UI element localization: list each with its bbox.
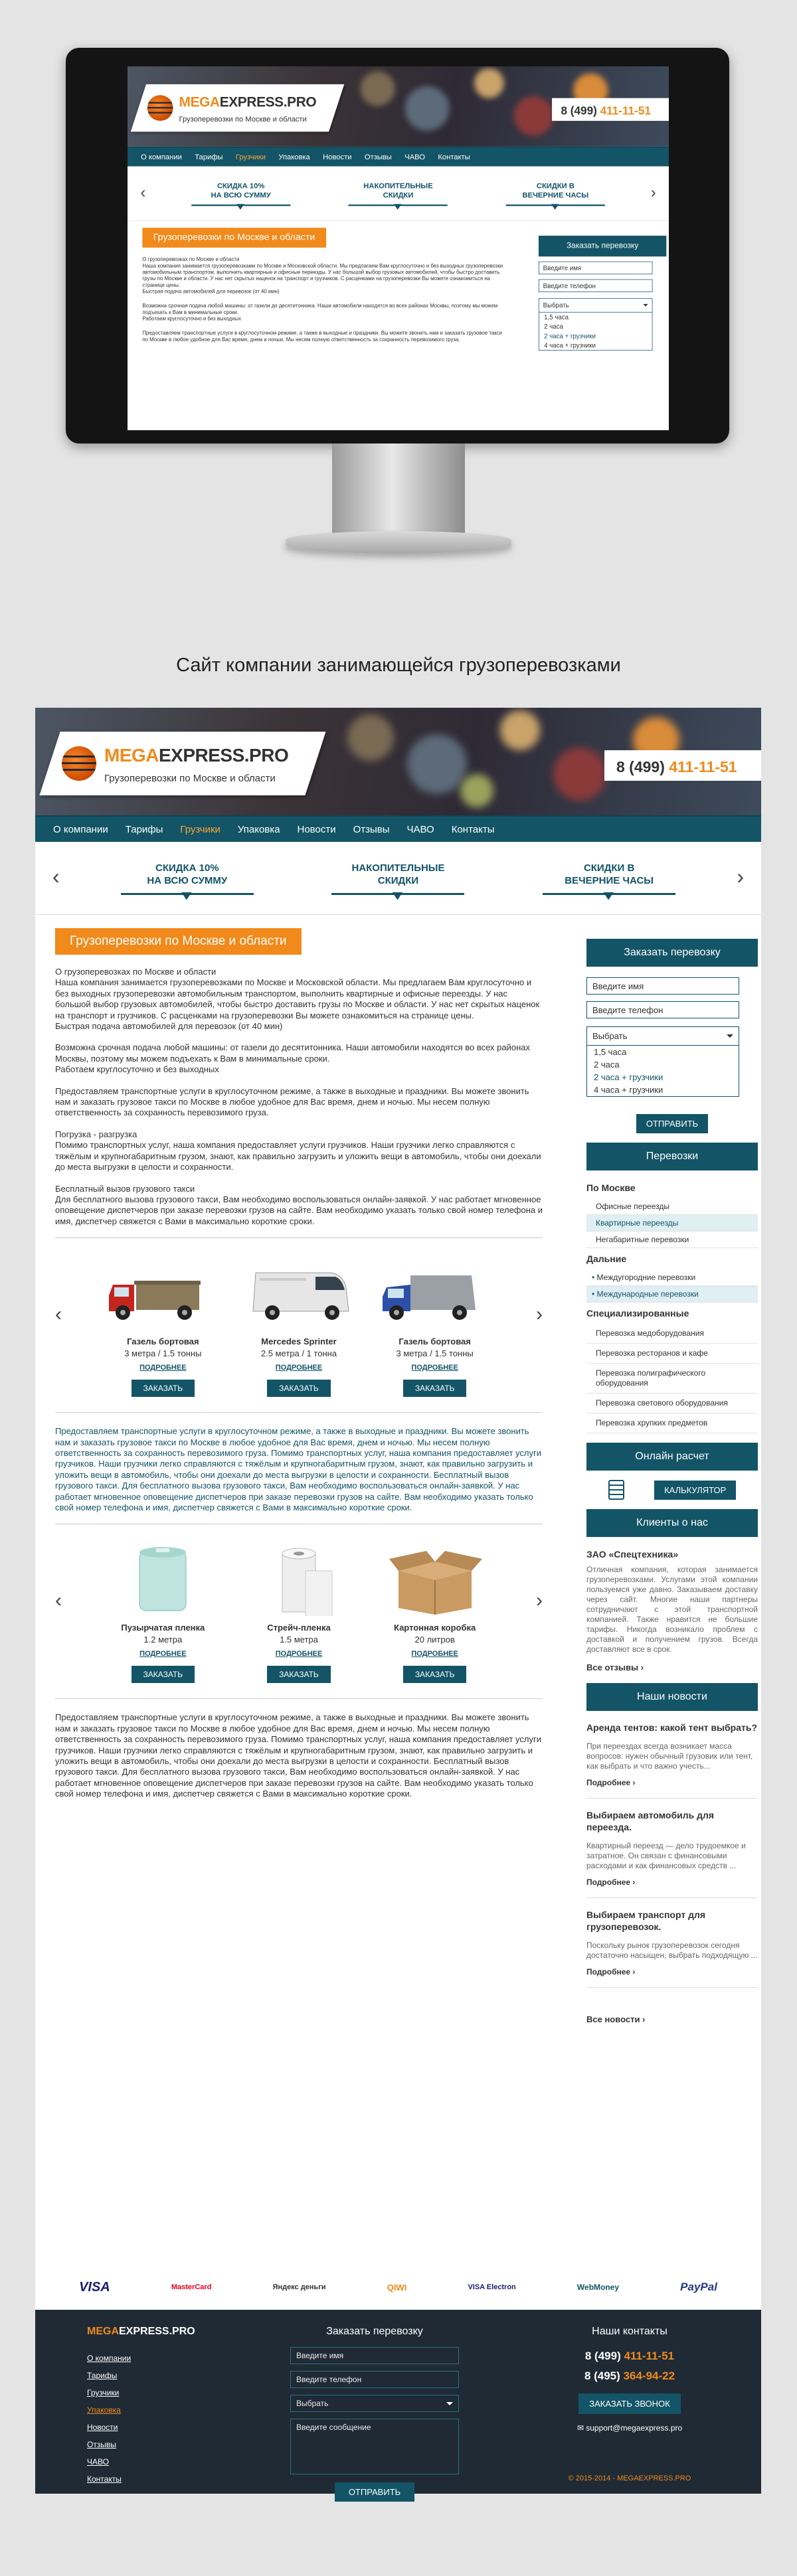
nav-item[interactable]: Тарифы — [125, 824, 163, 835]
footer-contacts — [557, 2326, 703, 2433]
truck-image — [100, 1258, 226, 1330]
select-option[interactable]: 2 часа + грузчики — [594, 1072, 664, 1082]
nav-item[interactable]: ЧАВО — [406, 824, 434, 835]
order-button[interactable]: ЗАКАЗАТЬ — [403, 1380, 467, 1397]
nav-item-active[interactable]: Грузчики — [180, 824, 221, 835]
nav-item[interactable]: Упаковка — [278, 153, 310, 162]
category-title: Дальние — [586, 1253, 627, 1264]
footer-name-input[interactable]: Введите имя — [290, 2347, 459, 2364]
category-link[interactable]: Негабаритные перевозки — [586, 1232, 758, 1248]
select-option[interactable]: 4 часа + грузчики — [594, 1085, 664, 1095]
all-news-link[interactable]: Все новости › — [586, 2014, 646, 2024]
mail-icon: ✉ — [576, 2423, 584, 2433]
phone-input[interactable]: Введите телефон — [586, 1001, 739, 1018]
calc-widget-title: Онлайн расчет — [586, 1443, 758, 1471]
truck-size: 3 метра / 1.5 тонны — [124, 1348, 202, 1359]
footer-link[interactable]: О компании — [87, 2354, 132, 2363]
page-title: Грузоперевозки по Москве и области — [142, 228, 325, 248]
news-item — [586, 1722, 758, 1799]
calculator-icon — [608, 1480, 624, 1500]
footer-phone-input[interactable]: Введите телефон — [290, 2371, 459, 2388]
select-option[interactable]: 1,5 часа — [544, 313, 569, 321]
chevron-right-icon[interactable]: › — [650, 183, 656, 201]
sidebar — [586, 939, 758, 2024]
nav-item[interactable]: Упаковка — [237, 824, 280, 835]
duration-select[interactable] — [586, 1026, 739, 1097]
order-widget-title: Заказать перевозку — [539, 236, 666, 256]
promo-slide[interactable]: НАКОПИТЕЛЬНЫЕ СКИДКИ — [349, 181, 448, 206]
text-paragraph: Предоставляем транспортные услуги в круглосуточном режиме, а также в выходные и праздники. Вы можете звонить нам и заказать грузовое такси по Москве в любое удобное для Вас время, днем и ночью. Мы несем полную ответственность за сохранность перевозимого груза. Помимо транспортных услуг, наша компания предоставляет услуги грузчиков. Наши грузчики легко справляются с тяжёлым и крупногабаритным грузом, знают, как правильно загрузить и уложить вещи в автомобиль, чтобы они доехали до места выгрузки в целости и сохранности. Бесплатный вызов грузового такси. Для бесплатного вызова грузового такси, Вам необходимо воспользоваться онлайн-заявкой. У нас работает мгновенное оповещение диспетчеров при заказе перевозки грузов на сайте. Вам необходимо указать только свой номер телефона и имя, диспетчер свяжется с Вами в максимально короткие сроки. — [55, 1426, 541, 1512]
truck-image — [236, 1258, 362, 1330]
cardboard-box-image — [372, 1544, 498, 1616]
clients-widget-title: Клиенты о нас — [586, 1509, 758, 1537]
promo-slide[interactable]: СКИДКИ В ВЕЧЕРНИЕ ЧАСЫ — [506, 181, 605, 206]
monitor-stand — [332, 443, 465, 536]
main-nav — [35, 815, 761, 842]
text-paragraph: Возможна срочная подача любой машины: от газели до десятитонника. Наши автомобили находятся во всех районах Москвы, поэтому мы можем подъехать к Вам в минимальные сроки. Работаем круглосуточно и без выходных — [142, 303, 498, 322]
logo-globe-icon — [147, 95, 173, 121]
chevron-left-icon[interactable]: ‹ — [140, 183, 146, 201]
truck-name: Mercedes Sprinter — [261, 1336, 337, 1347]
order-button[interactable]: ЗАКАЗАТЬ — [132, 1380, 195, 1397]
monitor-mockup — [66, 48, 729, 443]
category-link[interactable]: • Междугородние перевозки — [586, 1269, 758, 1286]
visa-electron-logo: VISA Electron — [468, 2283, 516, 2291]
site-preview — [128, 66, 669, 430]
news-item — [586, 1809, 758, 1898]
select-option[interactable]: 2 часа — [594, 1060, 620, 1070]
visa-logo: VISA — [79, 2279, 110, 2294]
category-link-active[interactable]: • Международные перевозки — [586, 1286, 758, 1303]
footer-contacts-title: Наши контакты — [592, 2326, 667, 2337]
news-excerpt: Квартирный переезд — дело трудоемкое и затратное. Он связан с финансовыми расходами и как финансовых средств ... — [586, 1841, 746, 1870]
footer-order-form — [290, 2326, 459, 2502]
tagline: Грузоперевозки по Москве и области — [179, 115, 307, 123]
transport-widget-title: Перевозки — [586, 1143, 758, 1170]
pack-size: 20 литров — [414, 1635, 455, 1645]
more-link[interactable]: ПОДРОБНЕЕ — [139, 1650, 187, 1658]
text-paragraph: Погрузка - разгрузка Помимо транспортных услуг, наша компания предоставляет услуги грузчиков. Наши грузчики легко справляются с тяжёлым и крупногабаритным грузом, знают, как правильно загрузить и уложить вещи в автомобиль, чтобы они доехали до места выгрузки в целости и сохранности. — [55, 1129, 541, 1172]
qiwi-logo: QIWI — [387, 2282, 407, 2293]
category-link[interactable]: Офисные переезды — [586, 1198, 758, 1215]
packaging-carousel — [55, 1524, 543, 1699]
category-link[interactable]: Перевозка медоборудования — [586, 1324, 758, 1344]
pack-size: 1.2 метра — [143, 1635, 183, 1645]
truck-card — [236, 1258, 362, 1397]
stretch-film-image — [236, 1544, 362, 1616]
truck-name: Газель бортовая — [127, 1336, 199, 1347]
news-title[interactable]: Аренда тентов: какой тент выбрать? — [586, 1722, 758, 1733]
duration-select[interactable] — [539, 298, 653, 351]
logo-text[interactable]: MEGAEXPRESS.PRO — [179, 94, 317, 110]
truck-card — [100, 1258, 226, 1397]
pack-card — [100, 1544, 226, 1683]
chevron-left-icon[interactable]: ‹ — [55, 1303, 62, 1326]
footer-link[interactable]: ЧАВО — [87, 2457, 109, 2466]
promo-slider — [128, 167, 669, 221]
all-reviews-link[interactable]: Все отзывы › — [586, 1662, 644, 1672]
select-option[interactable]: 2 часа — [544, 323, 563, 331]
text-paragraph: Бесплатный вызов грузового такси Для бесплатного вызова грузового такси, Вам необходимо воспользоваться онлайн-заявкой. У нас работает мгновенное оповещение диспетчеров при заказе перевозки грузов на сайте. Вам необходимо указать только свой номер телефона и имя, диспетчер свяжется с Вами в максимально короткие сроки. — [55, 1183, 543, 1226]
copyright: © 2015-2014 - MEGAEXPRESS.PRO — [568, 2474, 691, 2482]
main-content — [55, 928, 543, 1811]
page-title: Грузоперевозки по Москве и области — [55, 928, 302, 955]
promo-slider — [35, 842, 761, 915]
news-title[interactable]: Выбираем автомобиль для переезда. — [586, 1810, 715, 1832]
caption: Сайт компании занимающейся грузоперевозками — [176, 655, 621, 676]
select-value: Выбрать — [587, 1027, 739, 1046]
header-phone[interactable]: 8 (499) 411-11-51 — [604, 750, 761, 781]
text-paragraph: Предоставляем транспортные услуги в круглосуточном режиме, а также в выходные и праздники. Вы можете звонить нам и заказать грузовое такси по Москве в любое удобное для Вас время, днем и ночью. Мы несем полную ответственность за сохранность перевозимого груза. Помимо транспортных услуг, наша компания предоставляет услуги грузчиков. Наши грузчики легко справляются с тяжёлым и крупногабаритным грузом, знают, как правильно загрузить и уложить вещи в автомобиль, чтобы они доехали до места выгрузки в целости и сохранности. Бесплатный вызов грузового такси. Для бесплатного вызова грузового такси, Вам необходимо воспользоваться онлайн-заявкой. У нас работает мгновенное оповещение диспетчеров при заказе перевозки грузов на сайте. Вам необходимо указать только свой номер телефона и имя, диспетчер свяжется с Вами в максимально короткие сроки. — [55, 1712, 541, 1799]
chevron-left-icon[interactable]: ‹ — [55, 1589, 62, 1612]
monitor-base — [286, 531, 511, 554]
chevron-right-icon[interactable]: › — [536, 1303, 543, 1326]
select-value: Выбрать — [539, 299, 652, 313]
tagline: Грузоперевозки по Москве и области — [104, 773, 276, 784]
more-link[interactable]: ПОДРОБНЕЕ — [275, 1650, 323, 1658]
category-link[interactable]: Перевозка светового оборудования — [586, 1394, 758, 1413]
promo-slide[interactable]: СКИДКИ В ВЕЧЕРНИЕ ЧАСЫ — [543, 862, 675, 895]
promo-slide[interactable]: НАКОПИТЕЛЬНЫЕ СКИДКИ — [331, 862, 464, 895]
footer-link[interactable]: Отзывы — [87, 2440, 116, 2449]
nav-item[interactable]: Новости — [323, 153, 352, 162]
site-full — [35, 708, 761, 2497]
news-more-link[interactable]: Подробнее › — [586, 1878, 758, 1898]
footer-logo[interactable]: MEGAEXPRESS.PRO — [87, 2326, 195, 2337]
category-link-active[interactable]: Квартирные переезды — [586, 1215, 758, 1232]
nav-item-active[interactable]: Грузчики — [235, 153, 266, 162]
news-more-link[interactable]: Подробнее › — [586, 1778, 758, 1799]
pack-name: Стрейч-пленка — [267, 1623, 331, 1633]
footer-link[interactable]: Тарифы — [87, 2371, 118, 2380]
order-button[interactable]: ЗАКАЗАТЬ — [132, 1666, 195, 1683]
nav-item[interactable]: Отзывы — [364, 153, 392, 162]
news-widget-title: Наши новости — [586, 1683, 758, 1711]
news-excerpt: При переездах всегда возникает масса вопросов: нужен обычный грузовик или тент, как выбрать и что важно учесть... — [586, 1741, 753, 1771]
nav-item[interactable]: Контакты — [451, 824, 495, 835]
footer-message-input[interactable]: Введите сообщение — [290, 2419, 459, 2474]
pack-size: 1.5 метра — [280, 1635, 318, 1645]
select-option[interactable]: 1,5 часа — [594, 1047, 627, 1057]
promo-slide[interactable]: СКИДКА 10% НА ВСЮ СУММУ — [121, 862, 254, 895]
truck-image — [372, 1258, 498, 1330]
footer-phone[interactable]: 8 (495) 364-94-22 — [584, 2370, 675, 2382]
callback-button[interactable]: ЗАКАЗАТЬ ЗВОНОК — [578, 2393, 681, 2414]
yandex-money-logo: Яндекс деньги — [272, 2283, 326, 2291]
text-paragraph: Предоставляем транспортные услуги в круглосуточном режиме, а также в выходные и праздники. Вы можете звонить нам и заказать грузовое такси по Москве в любое удобное для Вас время, днем и ночью. Мы несем полную ответственность за сохранность перевозимого груза. — [142, 330, 503, 343]
footer-link-active[interactable]: Упаковка — [87, 2405, 121, 2415]
calculator-button[interactable]: КАЛЬКУЛЯТОР — [654, 1481, 736, 1500]
nav-item[interactable]: ЧАВО — [404, 153, 425, 162]
chevron-left-icon[interactable]: ‹ — [52, 864, 60, 888]
client-review: Отличная компания, которая занимается грузоперевозками. Услугами этой компании пользуемся уже давно. Заказываем доставку через сайт. Многие наши партнеры сотрудничают с этой транспортной компанией. Также нравится не большие тарифы. Никогда возникало проблем с доставкой и получением грузов. Всегда доставляют все в срок. — [586, 1565, 758, 1654]
logo-globe-icon — [62, 746, 96, 781]
category-link[interactable]: Перевозка ресторанов и кафе — [586, 1344, 758, 1364]
order-button[interactable]: ЗАКАЗАТЬ — [267, 1380, 331, 1397]
nav-item[interactable]: Отзывы — [353, 824, 390, 835]
bubble-wrap-image — [100, 1544, 226, 1616]
name-input[interactable]: Введите имя — [586, 977, 739, 995]
header-phone[interactable]: 8 (499) 411-11-51 — [552, 98, 669, 121]
phone-input[interactable]: Введите телефон — [539, 280, 653, 292]
nav-item[interactable]: О компании — [141, 153, 182, 162]
promo-slide[interactable]: СКИДКА 10% НА ВСЮ СУММУ — [191, 181, 290, 206]
category-link[interactable]: Перевозка хрупких предметов — [586, 1413, 758, 1433]
footer-form-title: Заказать перевозку — [326, 2326, 423, 2337]
text-paragraph: Предоставляем транспортные услуги в круглосуточном режиме, а также в выходные и праздники. Вы можете звонить нам и заказать грузовое такси по Москве в любое удобное для Вас время, днем и ночью. Мы несем полную ответственность за сохранность перевозимого груза. — [55, 1086, 529, 1118]
more-link[interactable]: ПОДРОБНЕЕ — [411, 1364, 458, 1372]
chevron-right-icon[interactable]: › — [737, 864, 744, 888]
order-button[interactable]: ЗАКАЗАТЬ — [403, 1666, 467, 1683]
news-title[interactable]: Выбираем транспорт для грузоперевозок. — [586, 1909, 706, 1932]
footer — [35, 2310, 761, 2497]
category-link[interactable]: Перевозка полиграфического оборудования — [586, 1364, 758, 1394]
footer-email[interactable]: ✉ support@megaexpress.pro — [576, 2423, 683, 2433]
more-link[interactable]: ПОДРОБНЕЕ — [139, 1364, 187, 1372]
order-button[interactable]: ЗАКАЗАТЬ — [267, 1666, 331, 1683]
mastercard-logo: MasterCard — [171, 2283, 212, 2291]
select-option[interactable]: 4 часа + грузчики — [544, 341, 596, 349]
monitor-screen — [128, 66, 669, 430]
submit-button[interactable]: ОТПРАВИТЬ — [636, 1114, 708, 1133]
pack-name: Картонная коробка — [393, 1623, 476, 1633]
nav-item[interactable]: Тарифы — [195, 153, 223, 162]
pack-card — [372, 1544, 498, 1683]
pack-name: Пузырчатая пленка — [121, 1623, 205, 1633]
category-title: По Москве — [586, 1182, 636, 1193]
truck-size: 3 метра / 1.5 тонны — [396, 1348, 474, 1359]
more-link[interactable]: ПОДРОБНЕЕ — [275, 1364, 323, 1372]
trucks-carousel — [55, 1238, 543, 1413]
text-paragraph: О грузоперевозках по Москве и области Наша компания занимается грузоперевозками по Москве и Московской области. Мы предлагаем Вам круглосуточно и без выходных грузоперевозки автомобильным транспортом, выполнить квартирные и офисные переезды. У нас большой выбор грузовых автомобилей, чтобы быстро доставить грузы по Москве и области. У нас нет скрытых наценок на транспорт и грузчиков. С расценками на грузоперевозки Вы можете ознакомиться на странице цены. Быстрая подача автомобилей для перевозок (от 40 мин) — [142, 256, 503, 295]
chevron-right-icon[interactable]: › — [536, 1589, 543, 1612]
name-input[interactable]: Введите имя — [539, 262, 653, 274]
footer-link[interactable]: Грузчики — [87, 2388, 120, 2397]
pack-card — [236, 1544, 362, 1683]
main-nav — [128, 147, 669, 167]
nav-item[interactable]: О компании — [53, 824, 108, 835]
text-paragraph: Возможна срочная подача любой машины: от газели до десятитонника. Наши автомобили находятся во всех районах Москвы, поэтому мы можем подъехать к Вам в минимальные сроки. Работаем круглосуточно и без выходных — [55, 1042, 530, 1075]
truck-card — [372, 1258, 498, 1397]
header — [128, 66, 669, 147]
paypal-logo: PayPal — [680, 2281, 717, 2293]
footer-phone[interactable]: 8 (499) 411-11-51 — [584, 2350, 675, 2362]
nav-item[interactable]: Контакты — [438, 153, 470, 162]
more-link[interactable]: ПОДРОБНЕЕ — [411, 1650, 458, 1658]
client-name: ЗАО «Спецтехника» — [586, 1549, 679, 1560]
news-excerpt: Поскольку рынок грузоперевозок сегодня достаточно насыщен, выбрать подходящую ... — [586, 1941, 758, 1960]
select-option[interactable]: 2 часа + грузчики — [544, 332, 596, 340]
footer-link[interactable]: Контакты — [87, 2474, 122, 2484]
truck-name: Газель бортовая — [398, 1336, 471, 1347]
news-more-link[interactable]: Подробнее › — [586, 1967, 758, 1988]
news-item — [586, 1909, 758, 1988]
payment-methods — [35, 2265, 761, 2310]
nav-item[interactable]: Новости — [297, 824, 336, 835]
truck-size: 2.5 метра / 1 тонна — [260, 1348, 337, 1359]
footer-select[interactable]: Выбрать — [290, 2395, 459, 2412]
order-widget-title: Заказать перевозку — [586, 939, 758, 967]
category-title: Специализированные — [586, 1308, 689, 1319]
webmoney-logo: WebMoney — [576, 2283, 620, 2292]
footer-link[interactable]: Новости — [87, 2423, 118, 2432]
text-paragraph: О грузоперевозках по Москве и области Наша компания занимается грузоперевозками по Москве и Московской области. Мы предлагаем Вам круглосуточно и без выходных грузоперевозки автомобильным транспортом, выполнить квартирные и офисные переезды. У нас большой выбор грузовых автомобилей, чтобы быстро доставить грузы по Москве и области. У нас нет скрытых наценок на транспорт и грузчиков. С расценками на грузоперевозки Вы можете ознакомиться на странице цены. Быстрая подача автомобилей для перевозок (от 40 мин) — [55, 967, 540, 1032]
footer-links — [87, 2350, 131, 2488]
logo-text[interactable]: MEGAEXPRESS.PRO — [104, 745, 289, 765]
footer-submit-button[interactable]: ОТПРАВИТЬ — [335, 2482, 414, 2502]
header — [35, 708, 761, 815]
